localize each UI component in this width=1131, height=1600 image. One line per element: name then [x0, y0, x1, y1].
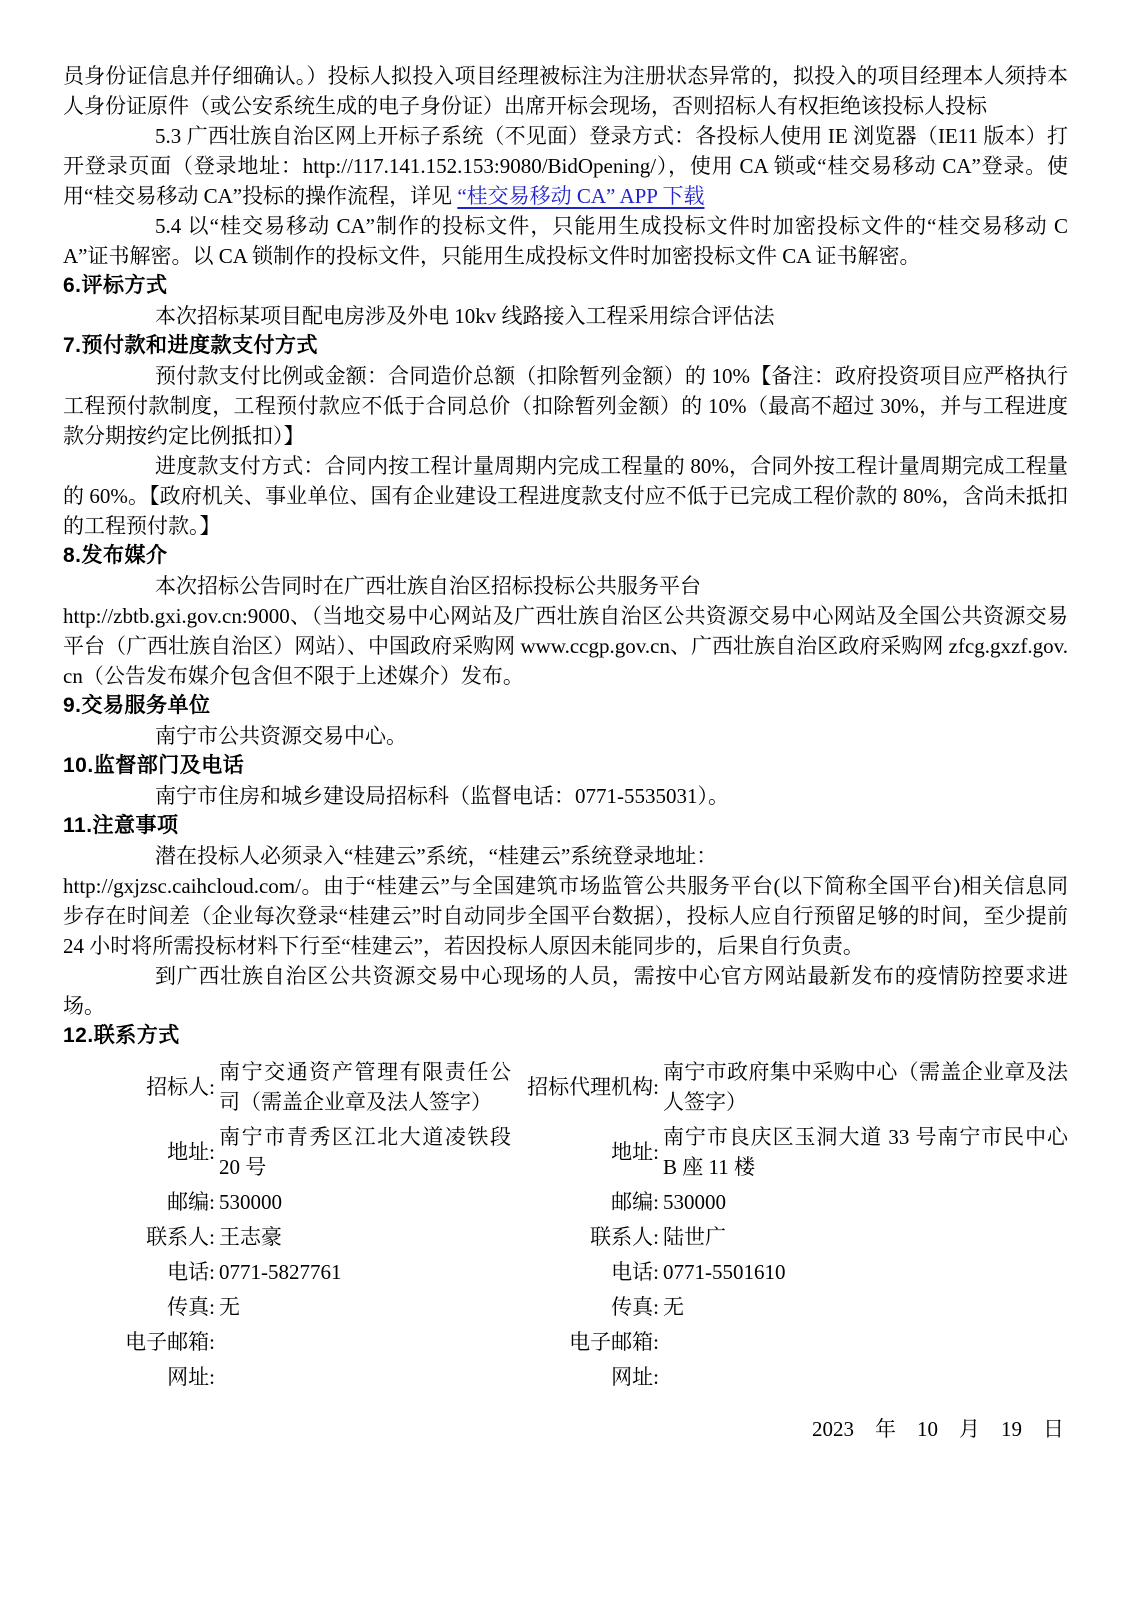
contact-label-email-left: 电子邮箱: — [125, 1330, 215, 1354]
paragraph-8-line1: 本次招标公告同时在广西壮族自治区招标投标公共服务平台 — [155, 574, 701, 598]
contact-label-postcode-left: 邮编: — [167, 1190, 215, 1214]
contact-value-fax-right: 无 — [663, 1295, 684, 1319]
contact-label-website-right: 网址: — [611, 1365, 659, 1389]
paragraph-5-4: 5.4 以“桂交易移动 CA”制作的投标文件，只能用生成投标文件时加密投标文件的“桂交易移动 CA”证书解密。以 CA 锁制作的投标文件，只能用生成投标文件时加密投标文件 CA 证书解密。 — [63, 214, 1068, 268]
contact-value-agency: 南宁市政府集中采购中心（需盖企业章及法人签字） — [663, 1060, 1068, 1114]
paragraph-7a: 预付款支付比例或金额：合同造价总额（扣除暂列金额）的 10%【备注：政府投资项目应严格执行工程预付款制度，工程预付款应不低于合同总价（扣除暂列金额）的 10%（最高不超过 30%，并与工程进度款分期按约定比例抵扣）】 — [63, 364, 1068, 448]
contact-label-postcode-right: 邮编: — [611, 1190, 659, 1214]
contact-label-address-right: 地址: — [611, 1140, 659, 1164]
contact-table — [63, 1057, 1068, 1392]
contact-value-phone-left: 0771-5827761 — [219, 1260, 342, 1284]
contact-label-fax-right: 传真: — [611, 1295, 659, 1319]
contact-label-tenderer: 招标人: — [146, 1075, 215, 1099]
paragraph-10: 南宁市住房和城乡建设局招标科（监督电话：0771-5535031）。 — [155, 784, 729, 808]
section-heading-8: 8.发布媒介 — [63, 544, 168, 567]
contact-value-postcode-right: 530000 — [663, 1190, 726, 1214]
contact-value-address-left: 南宁市青秀区江北大道凌铁段 20 号 — [219, 1125, 511, 1179]
paragraph-11 — [63, 841, 1068, 961]
contact-value-person-left: 王志豪 — [219, 1225, 282, 1249]
contact-label-phone-left: 电话: — [167, 1260, 215, 1284]
contact-value-address-right: 南宁市良庆区玉洞大道 33 号南宁市民中心 B 座 11 楼 — [663, 1125, 1068, 1179]
section-heading-11: 11.注意事项 — [63, 814, 179, 837]
app-download-link[interactable]: “桂交易移动 CA” APP 下载 — [457, 184, 705, 208]
section-heading-9: 9.交易服务单位 — [63, 694, 211, 717]
paragraph-11-line1: 潜在投标人必须录入“桂建云”系统，“桂建云”系统登录地址： — [155, 844, 718, 868]
paragraph-continuation: 员身份证信息并仔细确认。）投标人拟投入项目经理被标注为注册状态异常的，拟投入的项目经理本人须持本人身份证原件（或公安系统生成的电子身份证）出席开标会现场，否则招标人有权拒绝该投标人投标 — [63, 64, 1068, 118]
document-date: 2023 年 10 月 19 日 — [812, 1417, 1064, 1441]
contact-label-agency: 招标代理机构: — [527, 1075, 659, 1099]
section-heading-7: 7.预付款和进度款支付方式 — [63, 334, 319, 357]
paragraph-5-3 — [63, 121, 1068, 211]
paragraph-11b: 到广西壮族自治区公共资源交易中心现场的人员，需按中心官方网站最新发布的疫情防控要求进场。 — [63, 964, 1068, 1018]
contact-label-phone-right: 电话: — [611, 1260, 659, 1284]
contact-value-tenderer: 南宁交通资产管理有限责任公司（需盖企业章及法人签字） — [219, 1060, 511, 1114]
contact-label-fax-left: 传真: — [167, 1295, 215, 1319]
contact-label-person-left: 联系人: — [146, 1225, 215, 1249]
paragraph-11-rest: http://gxjzsc.caihcloud.com/。由于“桂建云”与全国建筑市场监管公共服务平台(以下简称全国平台)相关信息同步存在时间差（企业每次登录“桂建云”时自动同步全国平台数据），投标人应自行预留足够的时间，至少提前 24 小时将所需投标材料下行至“桂建云”，若因投标人原因未能同步的，后果自行负责。 — [63, 874, 1068, 958]
contact-value-person-right: 陆世广 — [663, 1225, 726, 1249]
contact-label-email-right: 电子邮箱: — [569, 1330, 659, 1354]
section-heading-6: 6.评标方式 — [63, 274, 168, 297]
contact-label-website-left: 网址: — [167, 1365, 215, 1389]
section-heading-10: 10.监督部门及电话 — [63, 754, 245, 777]
paragraph-8-rest: http://zbtb.gxi.gov.cn:9000、（当地交易中心网站及广西壮族自治区公共资源交易中心网站及全国公共资源交易平台（广西壮族自治区）网站）、中国政府采购网 www.ccgp.gov.cn、广西壮族自治区政府采购网 zfcg.gxzf.gov.cn（公告发布媒介包含但不限于上述媒介）发布。 — [63, 604, 1068, 688]
paragraph-8 — [63, 571, 1068, 691]
paragraph-7b: 进度款支付方式：合同内按工程计量周期内完成工程量的 80%，合同外按工程计量周期完成工程量的 60%。【政府机关、事业单位、国有企业建设工程进度款支付应不低于已完成工程价款的 80%，含尚未抵扣的工程预付款。】 — [63, 454, 1068, 538]
section-heading-12: 12.联系方式 — [63, 1024, 180, 1047]
contact-label-person-right: 联系人: — [590, 1225, 659, 1249]
contact-label-address-left: 地址: — [167, 1140, 215, 1164]
paragraph-5-3-text: 5.3 广西壮族自治区网上开标子系统（不见面）登录方式：各投标人使用 IE 浏览器（IE11 版本）打开登录页面（登录地址：http://117.141.152.153:9080/BidOpening/），使用 CA 锁或“桂交易移动 CA”登录。使用“桂交易移动 CA”投标的操作流程，详见 — [63, 124, 1068, 208]
paragraph-9: 南宁市公共资源交易中心。 — [155, 724, 407, 748]
paragraph-6: 本次招标某项目配电房涉及外电 10kv 线路接入工程采用综合评估法 — [155, 304, 775, 328]
contact-value-postcode-left: 530000 — [219, 1190, 282, 1214]
contact-value-phone-right: 0771-5501610 — [663, 1260, 786, 1284]
contact-value-fax-left: 无 — [219, 1295, 240, 1319]
